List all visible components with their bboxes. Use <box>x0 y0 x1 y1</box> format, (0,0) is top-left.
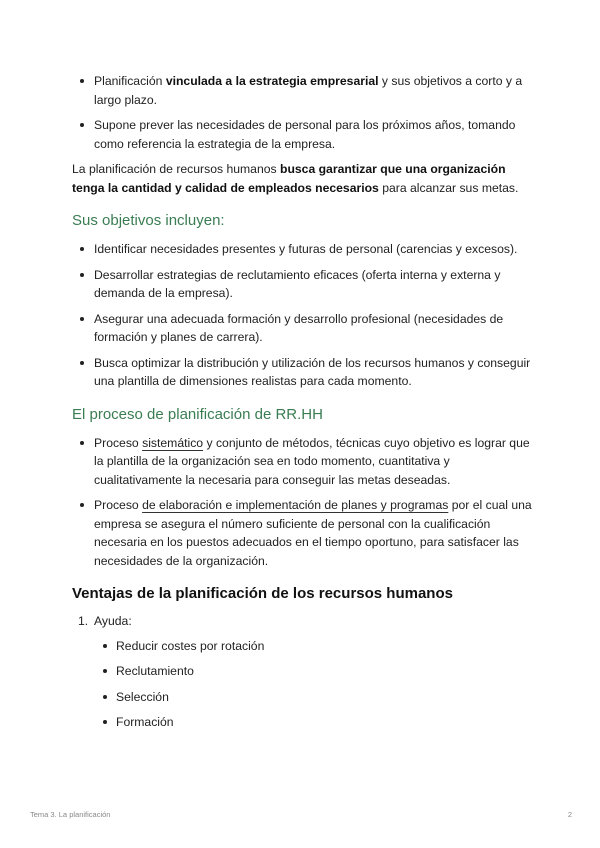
list-item: Busca optimizar la distribución y utilización de los recursos humanos y conseguir una plantilla de dimensiones realistas para cada momento. <box>72 354 532 391</box>
objectives-list <box>72 240 532 391</box>
advantages-numbered-list <box>72 612 532 732</box>
bold-text: vinculada a la estrategia empresarial <box>165 74 379 88</box>
objectives-heading: Sus objetivos incluyen: <box>72 212 225 229</box>
list-item: Reclutamiento <box>94 662 532 681</box>
list-item: Planificación vinculada a la estrategia empresarial y sus objetivos a corto y a largo plazo. <box>72 72 532 109</box>
page-number: 2 <box>567 810 572 819</box>
bold-text: busca garantizar que una organización tenga la cantidad y calidad de empleados necesarios <box>72 162 506 195</box>
page-content <box>72 72 532 739</box>
list-item: Supone prever las necesidades de personal para los próximos años, tomando como referencia la estrategia de la empresa. <box>72 116 532 153</box>
list-item: Reducir costes por rotación <box>94 637 532 656</box>
list-item: Selección <box>94 688 532 707</box>
advantages-heading: Ventajas de la planificación de los recursos humanos <box>72 585 453 602</box>
intro-paragraph: La planificación de recursos humanos busca garantizar que una organización tenga la cantidad y calidad de empleados necesarios para alcanzar sus metas. <box>72 162 519 195</box>
numbered-item <box>72 612 532 732</box>
underlined-text: sistemático <box>142 435 204 450</box>
process-heading: El proceso de planificación de RR.HH <box>72 405 323 423</box>
list-item: Proceso de elaboración e implementación de planes y programas por el cual una empresa se asegura el número suficiente de personal con la cualificación necesaria en los puestos adecuados en el tiempo oportuno, para satisfacer las necesidades de la organización. <box>72 496 532 570</box>
list-item: Desarrollar estrategias de reclutamiento eficaces (oferta interna y externa y demanda de la empresa). <box>72 266 532 303</box>
advantages-sublist <box>94 637 532 732</box>
numbered-item-label: Ayuda: <box>94 614 132 628</box>
list-number: 1. <box>78 614 89 628</box>
list-item: Proceso sistemático y conjunto de métodos, técnicas cuyo objetivo es lograr que la plantilla de la organización sea en todo momento, cuantitativa y cualitativamente la necesaria para conseguir las metas deseadas. <box>72 434 532 490</box>
intro-bullet-list <box>72 72 532 153</box>
page-footer <box>30 810 572 820</box>
list-item: Formación <box>94 713 532 732</box>
footer-title: Tema 3. La planificación <box>30 810 111 819</box>
underlined-text: de elaboración e implementación de planes y programas <box>142 498 449 512</box>
process-list <box>72 434 532 571</box>
list-item: Asegurar una adecuada formación y desarrollo profesional (necesidades de formación y planes de carrera). <box>72 310 532 347</box>
list-item: Identificar necesidades presentes y futuras de personal (carencias y excesos). <box>72 240 532 259</box>
